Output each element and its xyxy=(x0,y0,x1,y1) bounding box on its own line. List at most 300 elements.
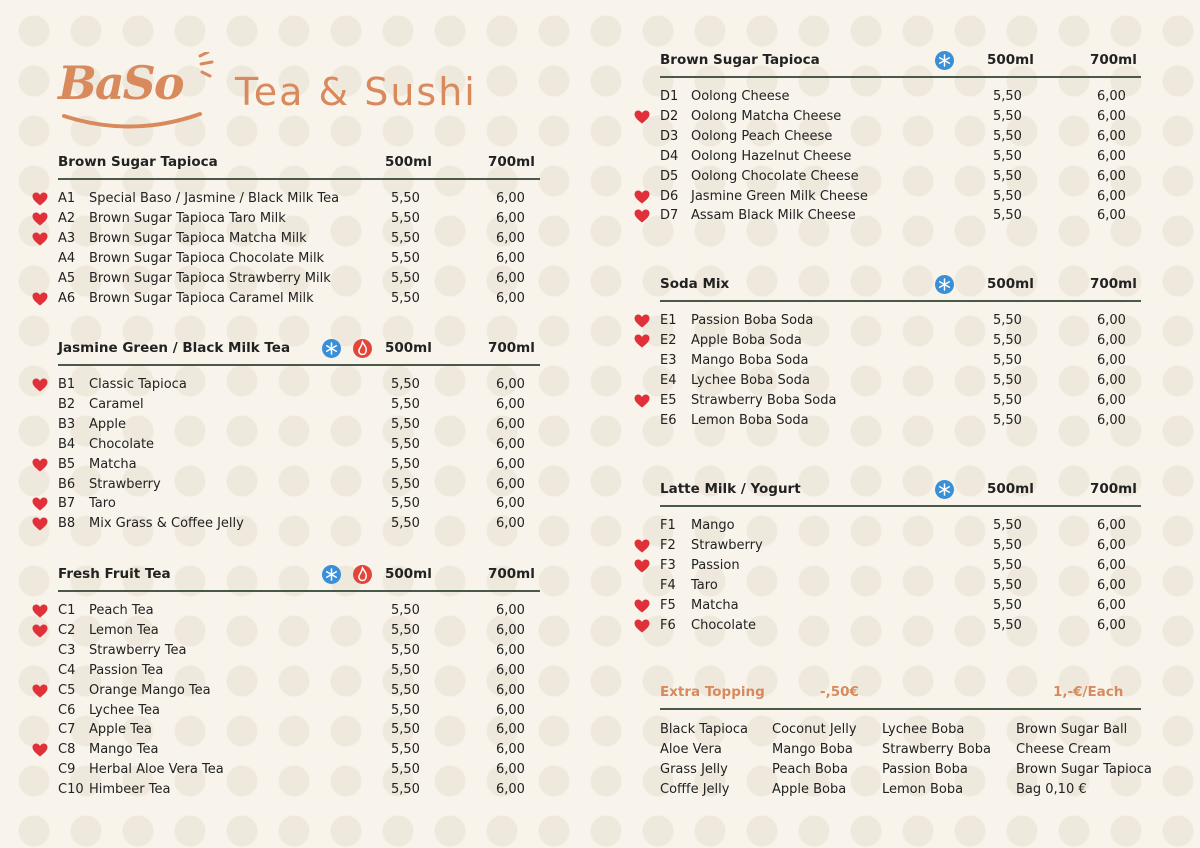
price-500ml: 5,50 xyxy=(391,682,420,698)
price-700ml: 6,00 xyxy=(496,436,525,452)
item-code: C7 xyxy=(58,722,76,738)
price-700ml: 6,00 xyxy=(1097,352,1126,368)
price-700ml: 6,00 xyxy=(496,622,525,638)
topping-item: Bag 0,10 € xyxy=(1016,782,1087,797)
price-700ml: 6,00 xyxy=(1097,148,1126,164)
price-500ml: 5,50 xyxy=(993,372,1022,388)
section-soda-mix xyxy=(660,272,1141,428)
favorite-heart-icon xyxy=(32,232,48,246)
topping-item: Mango Boba xyxy=(772,742,853,757)
item-code: E5 xyxy=(660,392,677,408)
price-700ml: 6,00 xyxy=(496,762,525,778)
favorite-heart-icon xyxy=(634,334,650,348)
price-500ml: 5,50 xyxy=(391,496,420,512)
section-title: Latte Milk / Yogurt xyxy=(660,481,801,497)
price-700ml: 6,00 xyxy=(1097,597,1126,613)
section-header xyxy=(660,272,1141,302)
price-500ml: 5,50 xyxy=(391,230,420,246)
menu-item-row xyxy=(58,702,540,722)
item-name: Mix Grass & Coffee Jelly xyxy=(89,516,244,532)
extra-topping-price-each: 1,-€/Each xyxy=(1053,684,1124,700)
item-name: Passion xyxy=(691,557,740,573)
menu-item-row xyxy=(58,376,540,396)
price-500ml: 5,50 xyxy=(391,662,420,678)
item-name: Brown Sugar Tapioca Matcha Milk xyxy=(89,230,307,246)
price-500ml: 5,50 xyxy=(993,148,1022,164)
item-name: Oolong Matcha Cheese xyxy=(691,108,842,124)
menu-item-row xyxy=(58,741,540,761)
item-code: D4 xyxy=(660,148,679,164)
price-500ml: 5,50 xyxy=(993,617,1022,633)
item-name: Classic Tapioca xyxy=(89,377,187,392)
price-700ml: 6,00 xyxy=(496,191,525,206)
menu-item-row xyxy=(58,290,540,310)
size-500-header: 500ml xyxy=(385,340,432,356)
price-700ml: 6,00 xyxy=(1097,188,1126,204)
item-code: E1 xyxy=(660,313,677,328)
item-name: Brown Sugar Tapioca Chocolate Milk xyxy=(89,250,325,266)
price-500ml: 5,50 xyxy=(391,416,420,432)
price-500ml: 5,50 xyxy=(993,168,1022,184)
menu-item-row xyxy=(58,396,540,416)
price-500ml: 5,50 xyxy=(993,188,1022,204)
item-name: Brown Sugar Tapioca Taro Milk xyxy=(89,210,286,226)
menu-item-row xyxy=(58,476,540,496)
topping-item: Coconut Jelly xyxy=(772,722,857,737)
item-name: Passion Boba Soda xyxy=(691,313,814,328)
topping-column xyxy=(660,720,748,800)
size-500-header: 500ml xyxy=(987,481,1034,497)
item-code: F2 xyxy=(660,537,676,553)
item-code: E3 xyxy=(660,352,677,368)
item-name: Matcha xyxy=(89,456,137,472)
item-code: D1 xyxy=(660,89,679,104)
price-700ml: 6,00 xyxy=(496,290,525,306)
price-500ml: 5,50 xyxy=(993,412,1022,428)
menu-item-row xyxy=(660,188,1141,208)
item-name: Mango xyxy=(691,518,735,533)
item-name: Strawberry xyxy=(89,476,161,492)
item-name: Mango Boba Soda xyxy=(691,352,809,368)
section-header xyxy=(58,336,540,366)
price-700ml: 6,00 xyxy=(496,516,525,532)
price-500ml: 5,50 xyxy=(391,191,420,206)
brand-logo xyxy=(58,50,518,140)
size-700-header: 700ml xyxy=(488,154,535,170)
favorite-heart-icon xyxy=(634,599,650,613)
section-title: Fresh Fruit Tea xyxy=(58,566,171,582)
menu-item-row xyxy=(660,412,1141,432)
logo-wordmark: BaSo xyxy=(58,56,183,110)
price-700ml: 6,00 xyxy=(496,210,525,226)
price-500ml: 5,50 xyxy=(993,537,1022,553)
ice-icon xyxy=(935,51,954,70)
menu-item-row xyxy=(660,617,1141,637)
price-500ml: 5,50 xyxy=(391,702,420,718)
ice-icon xyxy=(935,275,954,294)
item-code: B3 xyxy=(58,416,76,432)
menu-item-row xyxy=(58,602,540,622)
item-code: A4 xyxy=(58,250,76,266)
price-700ml: 6,00 xyxy=(1097,208,1126,224)
price-700ml: 6,00 xyxy=(496,603,525,618)
item-code: F4 xyxy=(660,577,676,593)
item-code: B4 xyxy=(58,436,76,452)
menu-item-row xyxy=(660,148,1141,168)
item-code: C8 xyxy=(58,742,76,758)
size-500-header: 500ml xyxy=(385,566,432,582)
menu-item-row xyxy=(58,456,540,476)
favorite-heart-icon xyxy=(32,497,48,511)
item-name: Apple Tea xyxy=(89,722,152,738)
item-code: B8 xyxy=(58,516,76,532)
item-name: Apple Boba Soda xyxy=(691,332,802,348)
menu-item-row xyxy=(58,190,540,210)
topping-item: Black Tapioca xyxy=(660,722,748,737)
price-700ml: 6,00 xyxy=(496,682,525,698)
item-code: F1 xyxy=(660,518,676,533)
price-500ml: 5,50 xyxy=(993,208,1022,224)
item-name: Taro xyxy=(691,577,718,593)
favorite-heart-icon xyxy=(32,684,48,698)
section-header xyxy=(660,48,1141,78)
ice-icon xyxy=(935,480,954,499)
menu-item-row xyxy=(660,597,1141,617)
menu-item-row xyxy=(58,210,540,230)
price-700ml: 6,00 xyxy=(496,742,525,758)
favorite-heart-icon xyxy=(32,458,48,472)
item-code: D5 xyxy=(660,168,679,184)
item-name: Lemon Tea xyxy=(89,622,159,638)
price-500ml: 5,50 xyxy=(391,603,420,618)
price-500ml: 5,50 xyxy=(391,742,420,758)
item-name: Chocolate xyxy=(89,436,155,452)
item-name: Assam Black Milk Cheese xyxy=(691,208,856,224)
item-name: Peach Tea xyxy=(89,603,154,618)
section-header xyxy=(58,562,540,592)
favorite-heart-icon xyxy=(32,624,48,638)
favorite-heart-icon xyxy=(634,110,650,124)
menu-item-row xyxy=(58,682,540,702)
item-code: B1 xyxy=(58,377,76,392)
topping-item: Lychee Boba xyxy=(882,722,965,737)
extra-topping-header xyxy=(660,680,1141,710)
price-500ml: 5,50 xyxy=(993,352,1022,368)
price-700ml: 6,00 xyxy=(1097,412,1126,428)
menu-item-row xyxy=(58,515,540,535)
menu-item-row xyxy=(660,108,1141,128)
item-code: B6 xyxy=(58,476,76,492)
price-700ml: 6,00 xyxy=(496,642,525,658)
item-code: C3 xyxy=(58,642,76,658)
hot-icon xyxy=(353,339,372,358)
item-code: B5 xyxy=(58,456,76,472)
menu-item-row xyxy=(660,168,1141,188)
item-name: Oolong Chocolate Cheese xyxy=(691,168,859,184)
price-700ml: 6,00 xyxy=(1097,537,1126,553)
price-700ml: 6,00 xyxy=(496,476,525,492)
topping-item: Strawberry Boba xyxy=(882,742,991,757)
size-500-header: 500ml xyxy=(987,52,1034,68)
price-500ml: 5,50 xyxy=(993,89,1022,104)
price-500ml: 5,50 xyxy=(391,722,420,738)
price-500ml: 5,50 xyxy=(391,782,420,798)
menu-item-row xyxy=(660,537,1141,557)
price-500ml: 5,50 xyxy=(391,270,420,286)
price-500ml: 5,50 xyxy=(391,516,420,532)
menu-item-row xyxy=(58,495,540,515)
price-500ml: 5,50 xyxy=(993,597,1022,613)
item-name: Oolong Cheese xyxy=(691,89,790,104)
section-title: Brown Sugar Tapioca xyxy=(58,154,218,170)
item-name: Lychee Tea xyxy=(89,702,160,718)
item-code: F5 xyxy=(660,597,676,613)
price-700ml: 6,00 xyxy=(1097,332,1126,348)
menu-item-row xyxy=(58,416,540,436)
item-name: Special Baso / Jasmine / Black Milk Tea xyxy=(89,191,340,206)
price-700ml: 6,00 xyxy=(1097,128,1126,144)
menu-item-row xyxy=(660,352,1141,372)
item-name: Orange Mango Tea xyxy=(89,682,211,698)
price-500ml: 5,50 xyxy=(391,210,420,226)
topping-item: Cofffe Jelly xyxy=(660,782,730,797)
price-500ml: 5,50 xyxy=(993,108,1022,124)
price-700ml: 6,00 xyxy=(1097,577,1126,593)
menu-item-row xyxy=(660,517,1141,537)
section-header xyxy=(58,150,540,180)
section-jasmine-milk-tea xyxy=(58,336,540,532)
item-code: F6 xyxy=(660,617,676,633)
item-name: Lemon Boba Soda xyxy=(691,412,809,428)
menu-item-row xyxy=(58,721,540,741)
topping-item: Brown Sugar Tapioca xyxy=(1016,762,1152,777)
item-name: Oolong Peach Cheese xyxy=(691,128,833,144)
price-500ml: 5,50 xyxy=(391,476,420,492)
price-700ml: 6,00 xyxy=(496,662,525,678)
price-700ml: 6,00 xyxy=(1097,372,1126,388)
price-700ml: 6,00 xyxy=(496,496,525,512)
topping-item: Aloe Vera xyxy=(660,742,722,757)
topping-item: Grass Jelly xyxy=(660,762,728,777)
topping-item: Peach Boba xyxy=(772,762,848,777)
item-name: Herbal Aloe Vera Tea xyxy=(89,762,224,778)
price-500ml: 5,50 xyxy=(391,762,420,778)
price-500ml: 5,50 xyxy=(993,313,1022,328)
price-700ml: 6,00 xyxy=(496,722,525,738)
favorite-heart-icon xyxy=(32,517,48,531)
logo-sparkle-icon xyxy=(196,52,216,78)
size-700-header: 700ml xyxy=(1090,52,1137,68)
menu-item-row xyxy=(58,622,540,642)
item-code: A2 xyxy=(58,210,76,226)
menu-item-row xyxy=(58,761,540,781)
menu-item-row xyxy=(660,312,1141,332)
item-code: E4 xyxy=(660,372,677,388)
menu-item-row xyxy=(660,577,1141,597)
topping-item: Lemon Boba xyxy=(882,782,964,797)
favorite-heart-icon xyxy=(634,619,650,633)
price-500ml: 5,50 xyxy=(391,290,420,306)
item-name: Strawberry Tea xyxy=(89,642,187,658)
item-code: C9 xyxy=(58,762,76,778)
logo-swoosh-icon xyxy=(62,110,202,134)
menu-item-row xyxy=(58,436,540,456)
menu-item-row xyxy=(58,662,540,682)
price-500ml: 5,50 xyxy=(993,518,1022,533)
price-700ml: 6,00 xyxy=(496,270,525,286)
menu-item-row xyxy=(660,128,1141,148)
menu-item-row xyxy=(660,88,1141,108)
price-500ml: 5,50 xyxy=(391,436,420,452)
section-fresh-fruit-tea xyxy=(58,562,540,798)
favorite-heart-icon xyxy=(634,190,650,204)
size-500-header: 500ml xyxy=(385,154,432,170)
item-code: E6 xyxy=(660,412,677,428)
price-700ml: 6,00 xyxy=(1097,392,1126,408)
item-name: Passion Tea xyxy=(89,662,164,678)
price-700ml: 6,00 xyxy=(1097,313,1126,328)
item-code: C5 xyxy=(58,682,76,698)
extra-topping-title: Extra Topping xyxy=(660,684,765,700)
hot-icon xyxy=(353,565,372,584)
extra-topping-price-small: -,50€ xyxy=(820,684,859,700)
item-name: Apple xyxy=(89,416,127,432)
size-700-header: 700ml xyxy=(1090,481,1137,497)
price-700ml: 6,00 xyxy=(496,702,525,718)
price-700ml: 6,00 xyxy=(1097,518,1126,533)
size-500-header: 500ml xyxy=(987,276,1034,292)
topping-column xyxy=(772,720,857,800)
menu-item-row xyxy=(58,230,540,250)
menu-item-row xyxy=(58,642,540,662)
price-700ml: 6,00 xyxy=(496,782,525,798)
item-name: Strawberry Boba Soda xyxy=(691,392,837,408)
section-title: Brown Sugar Tapioca xyxy=(660,52,820,68)
item-name: Matcha xyxy=(691,597,739,613)
price-700ml: 6,00 xyxy=(1097,168,1126,184)
favorite-heart-icon xyxy=(634,209,650,223)
size-700-header: 700ml xyxy=(488,566,535,582)
favorite-heart-icon xyxy=(32,212,48,226)
menu-item-row xyxy=(58,250,540,270)
item-code: A3 xyxy=(58,230,76,246)
item-name: Brown Sugar Tapioca Caramel Milk xyxy=(89,290,314,306)
ice-icon xyxy=(322,565,341,584)
menu-item-row xyxy=(58,781,540,801)
price-500ml: 5,50 xyxy=(993,332,1022,348)
favorite-heart-icon xyxy=(634,394,650,408)
item-name: Caramel xyxy=(89,396,144,412)
price-500ml: 5,50 xyxy=(993,128,1022,144)
favorite-heart-icon xyxy=(32,743,48,757)
item-code: C2 xyxy=(58,622,76,638)
item-code: C6 xyxy=(58,702,76,718)
price-700ml: 6,00 xyxy=(496,230,525,246)
price-500ml: 5,50 xyxy=(391,396,420,412)
topping-item: Apple Boba xyxy=(772,782,847,797)
item-code: D2 xyxy=(660,108,679,124)
menu-item-row xyxy=(660,207,1141,227)
item-name: Brown Sugar Tapioca Strawberry Milk xyxy=(89,270,331,286)
price-700ml: 6,00 xyxy=(496,396,525,412)
section-header xyxy=(660,477,1141,507)
topping-item: Passion Boba xyxy=(882,762,968,777)
topping-column xyxy=(1016,720,1152,800)
favorite-heart-icon xyxy=(32,378,48,392)
ice-icon xyxy=(322,339,341,358)
section-latte-milk-yogurt xyxy=(660,477,1141,633)
price-500ml: 5,50 xyxy=(391,250,420,266)
item-code: D7 xyxy=(660,208,679,224)
item-code: C4 xyxy=(58,662,76,678)
price-700ml: 6,00 xyxy=(496,416,525,432)
menu-item-row xyxy=(58,270,540,290)
price-500ml: 5,50 xyxy=(391,456,420,472)
section-title: Soda Mix xyxy=(660,276,730,292)
item-name: Taro xyxy=(89,496,116,512)
price-700ml: 6,00 xyxy=(1097,89,1126,104)
topping-item: Brown Sugar Ball xyxy=(1016,722,1128,737)
item-name: Lychee Boba Soda xyxy=(691,372,810,388)
item-code: B2 xyxy=(58,396,76,412)
price-700ml: 6,00 xyxy=(1097,557,1126,573)
price-700ml: 6,00 xyxy=(496,250,525,266)
item-name: Jasmine Green Milk Cheese xyxy=(691,188,868,204)
price-500ml: 5,50 xyxy=(993,577,1022,593)
price-700ml: 6,00 xyxy=(1097,108,1126,124)
section-title: Jasmine Green / Black Milk Tea xyxy=(58,340,291,356)
item-code: F3 xyxy=(660,557,676,573)
favorite-heart-icon xyxy=(634,559,650,573)
item-code: D6 xyxy=(660,188,679,204)
price-700ml: 6,00 xyxy=(496,377,525,392)
item-name: Oolong Hazelnut Cheese xyxy=(691,148,852,164)
price-500ml: 5,50 xyxy=(391,642,420,658)
item-name: Himbeer Tea xyxy=(89,782,171,798)
favorite-heart-icon xyxy=(634,314,650,328)
price-500ml: 5,50 xyxy=(391,377,420,392)
item-code: C1 xyxy=(58,603,76,618)
section-brown-sugar-tapioca-a xyxy=(58,150,540,306)
item-code: A1 xyxy=(58,191,76,206)
menu-item-row xyxy=(660,557,1141,577)
size-700-header: 700ml xyxy=(1090,276,1137,292)
menu-item-row xyxy=(660,372,1141,392)
topping-item: Cheese Cream xyxy=(1016,742,1111,757)
menu-item-row xyxy=(660,332,1141,352)
favorite-heart-icon xyxy=(634,539,650,553)
menu-item-row xyxy=(660,392,1141,412)
item-code: A6 xyxy=(58,290,76,306)
item-code: B7 xyxy=(58,496,76,512)
price-500ml: 5,50 xyxy=(993,392,1022,408)
favorite-heart-icon xyxy=(32,192,48,206)
item-code: C10 xyxy=(58,782,84,798)
item-code: E2 xyxy=(660,332,677,348)
price-700ml: 6,00 xyxy=(496,456,525,472)
item-name: Chocolate xyxy=(691,617,757,633)
topping-column xyxy=(882,720,991,800)
item-code: D3 xyxy=(660,128,679,144)
size-700-header: 700ml xyxy=(488,340,535,356)
item-code: A5 xyxy=(58,270,76,286)
section-brown-sugar-tapioca-d xyxy=(660,48,1141,224)
price-500ml: 5,50 xyxy=(993,557,1022,573)
item-name: Mango Tea xyxy=(89,742,159,758)
page-title: Tea & Sushi xyxy=(235,70,477,114)
favorite-heart-icon xyxy=(32,292,48,306)
price-500ml: 5,50 xyxy=(391,622,420,638)
